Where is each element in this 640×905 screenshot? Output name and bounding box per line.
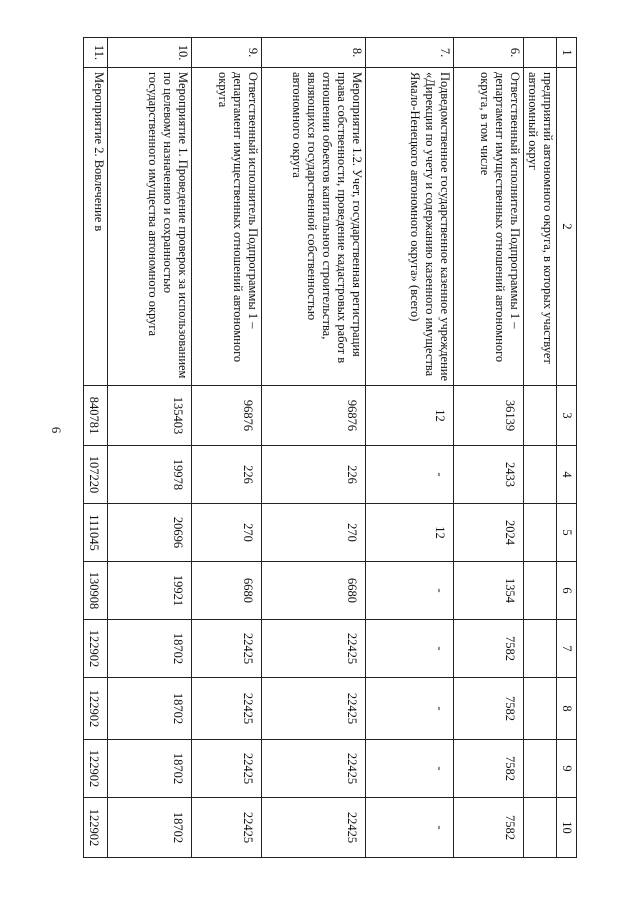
row-value: 135403 [108,386,192,446]
header-cell: 7 [557,620,577,678]
row-number: 6. [454,38,524,68]
row-description: Ответственный исполнитель Подпрограммы 1 – департамент имущественных отношений автономного округа [192,68,262,386]
row-value: 96876 [192,386,262,446]
row-value: 130908 [84,562,108,620]
row-value [524,562,557,620]
row-value: 19978 [108,446,192,504]
row-number: 7. [366,38,454,68]
row-value: - [366,740,454,798]
header-cell: 3 [557,386,577,446]
row-value: 22425 [192,678,262,740]
row-value: 22425 [262,798,366,858]
header-cell: 1 [557,38,577,68]
row-value: 22425 [192,798,262,858]
row-value: 22425 [262,620,366,678]
row-value: - [366,798,454,858]
row-value [524,798,557,858]
row-description: Мероприятие 1.2. Учет, государственная регистрация права собственности, проведение кадастровых работ в отношении объектов капитального строительства, являющихся государственной собственностью автономного округа [262,68,366,386]
row-value [524,504,557,562]
row-value: 270 [192,504,262,562]
row-value: 19921 [108,562,192,620]
row-value: 107220 [84,446,108,504]
row-value: 20696 [108,504,192,562]
row-value [524,678,557,740]
row-number: 8. [262,38,366,68]
row-value: 22425 [262,678,366,740]
row-value: 12 [366,386,454,446]
row-value: - [366,562,454,620]
row-value: 122902 [84,798,108,858]
row-value: 226 [192,446,262,504]
row-value: 18702 [108,740,192,798]
header-cell: 4 [557,446,577,504]
row-value: 22425 [262,740,366,798]
row-value [524,386,557,446]
header-cell: 6 [557,562,577,620]
row-description: Мероприятие 2. Вовлечение в [84,68,108,386]
row-value: 36139 [454,386,524,446]
row-value [524,446,557,504]
table-row [366,38,454,858]
row-value: 840781 [84,386,108,446]
row-value: 22425 [192,620,262,678]
row-value: 111045 [84,504,108,562]
row-value: - [366,446,454,504]
header-cell: 8 [557,678,577,740]
table-row [192,38,262,858]
row-value: 18702 [108,798,192,858]
rotated-table-container [85,37,577,857]
row-value [524,740,557,798]
row-value: 7582 [454,798,524,858]
row-number: 9. [192,38,262,68]
row-value: 7582 [454,620,524,678]
row-value [524,620,557,678]
row-value: 122902 [84,620,108,678]
row-description: Ответственный исполнитель Подпрограммы 1 – департамент имущественных отношений автономного округа, в том числе [454,68,524,386]
row-value: 1354 [454,562,524,620]
row-description: Подведомственное государственное казенное учреждение «Дирекция по учету и содержанию казенного имущества Ямало-Ненецкого автономного округа» (всего) [366,68,454,386]
table-row [262,38,366,858]
row-value: 6680 [262,562,366,620]
row-value: 12 [366,504,454,562]
row-value: 96876 [262,386,366,446]
row-value: 7582 [454,678,524,740]
budget-table [83,37,577,858]
header-cell: 5 [557,504,577,562]
header-cell: 2 [557,68,577,386]
row-description: Мероприятие 1. Проведение проверок за использованием по целевому назначению и сохранностью государственного имущества автономного округа [108,68,192,386]
table-row [454,38,524,858]
row-value: 7582 [454,740,524,798]
header-cell: 9 [557,740,577,798]
row-value: 22425 [192,740,262,798]
row-value: 18702 [108,620,192,678]
row-value: 226 [262,446,366,504]
row-value: 122902 [84,678,108,740]
row-description: предприятий автономного округа, в которых участвует автономный округ [524,68,557,386]
row-value: 270 [262,504,366,562]
row-number: 11. [84,38,108,68]
header-cell: 10 [557,798,577,858]
row-number: 10. [108,38,192,68]
row-value: 122902 [84,740,108,798]
page-number: 6 [49,426,64,434]
row-number [524,38,557,68]
table-row [524,38,557,858]
table-row [84,38,108,858]
row-value: - [366,678,454,740]
table-row [108,38,192,858]
row-value: 2024 [454,504,524,562]
row-value: 18702 [108,678,192,740]
row-value: - [366,620,454,678]
header-row [557,38,577,858]
row-value: 6680 [192,562,262,620]
row-value: 2433 [454,446,524,504]
